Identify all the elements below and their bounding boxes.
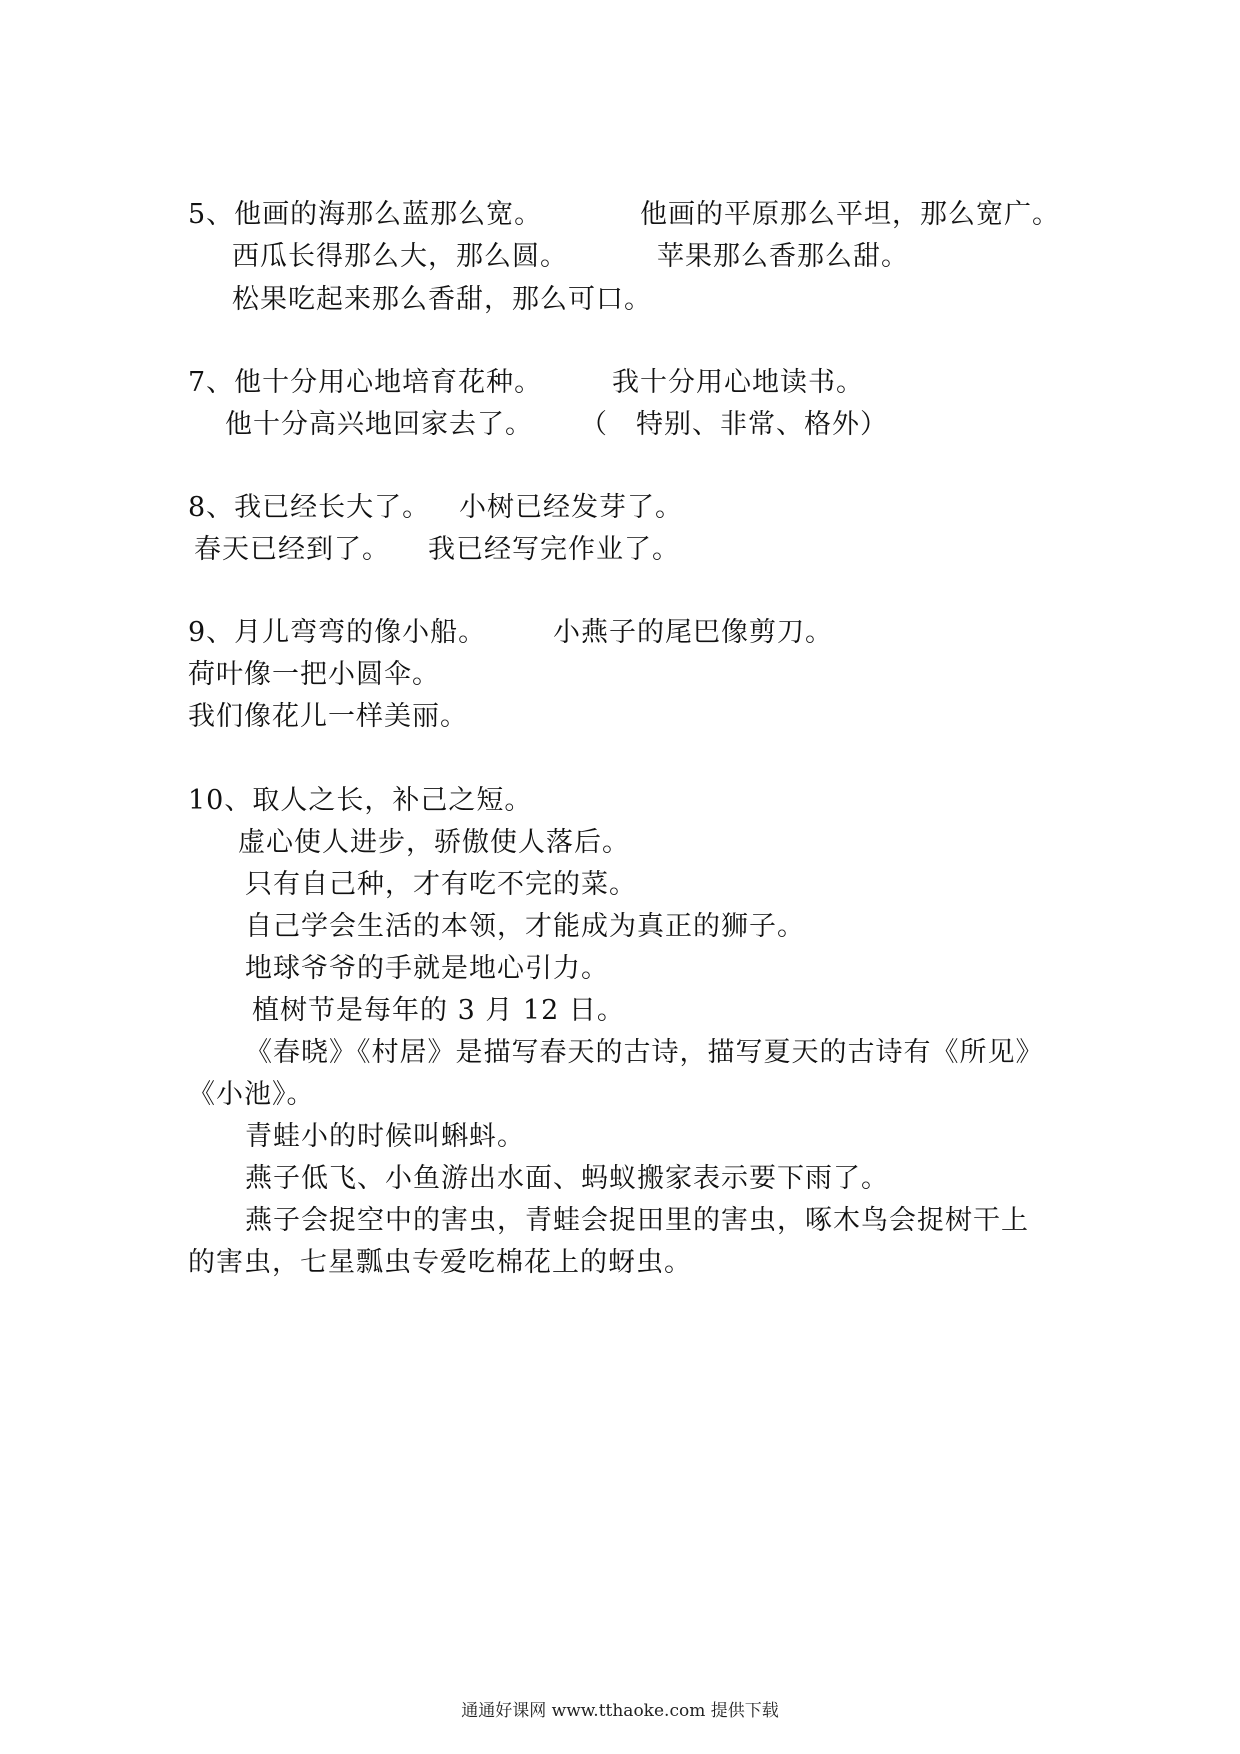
section-5-line-2a: 西瓜长得那么大，那么圆。 <box>232 241 568 272</box>
section-10-line-11: 燕子会捉空中的害虫，青蛙会捉田里的害虫，啄木鸟会捉树干上 <box>245 1205 1029 1236</box>
section-10-line-10: 燕子低飞、小鱼游出水面、蚂蚁搬家表示要下雨了。 <box>245 1163 889 1194</box>
section-8-line-2b: 我已经写完作业了。 <box>428 534 680 565</box>
section-7-line-1b: 我十分用心地读书。 <box>612 367 864 398</box>
section-10-line-9: 青蛙小的时候叫蝌蚪。 <box>245 1121 525 1152</box>
section-10-line-3: 只有自己种，才有吃不完的菜。 <box>245 869 637 900</box>
section-10-line-6: 植树节是每年的 3 月 12 日。 <box>252 995 625 1026</box>
section-10-line-12: 的害虫，七星瓢虫专爱吃棉花上的蚜虫。 <box>188 1247 692 1278</box>
section-8-line-1b: 小树已经发芽了。 <box>459 492 683 523</box>
section-8-line-1a: 8、我已经长大了。 <box>188 492 431 523</box>
section-10-line-2: 虚心使人进步，骄傲使人落后。 <box>238 827 630 858</box>
section-5-line-3: 松果吃起来那么香甜，那么可口。 <box>232 284 652 315</box>
section-10-line-5: 地球爷爷的手就是地心引力。 <box>245 953 609 984</box>
section-9-line-3: 我们像花儿一样美丽。 <box>188 701 468 732</box>
section-9-line-1b: 小燕子的尾巴像剪刀。 <box>553 617 833 648</box>
section-10-line-1: 10、取人之长，补己之短。 <box>188 785 533 816</box>
section-5-line-2b: 苹果那么香那么甜。 <box>657 241 909 272</box>
section-7-line-2b: （ 特别、非常、格外） <box>580 409 888 440</box>
footer-source-note: 通通好课网 www.tthaoke.com 提供下载 <box>461 1701 779 1721</box>
section-8-line-2a: 春天已经到了。 <box>194 534 390 565</box>
section-7-line-2a: 他十分高兴地回家去了。 <box>225 409 533 440</box>
section-10-line-8: 《小池》。 <box>188 1079 315 1110</box>
section-5-line-1b: 他画的平原那么平坦，那么宽广。 <box>640 199 1060 230</box>
section-7-line-1a: 7、他十分用心地培育花种。 <box>188 367 543 398</box>
section-10-line-4: 自己学会生活的本领，才能成为真正的狮子。 <box>245 911 805 942</box>
section-5-line-1a: 5、他画的海那么蓝那么宽。 <box>188 199 543 230</box>
section-10-line-7: 《春晓》《村居》是描写春天的古诗，描写夏天的古诗有《所见》 <box>245 1037 1044 1068</box>
section-9-line-2: 荷叶像一把小圆伞。 <box>188 659 440 690</box>
section-9-line-1a: 9、月儿弯弯的像小船。 <box>188 617 487 648</box>
